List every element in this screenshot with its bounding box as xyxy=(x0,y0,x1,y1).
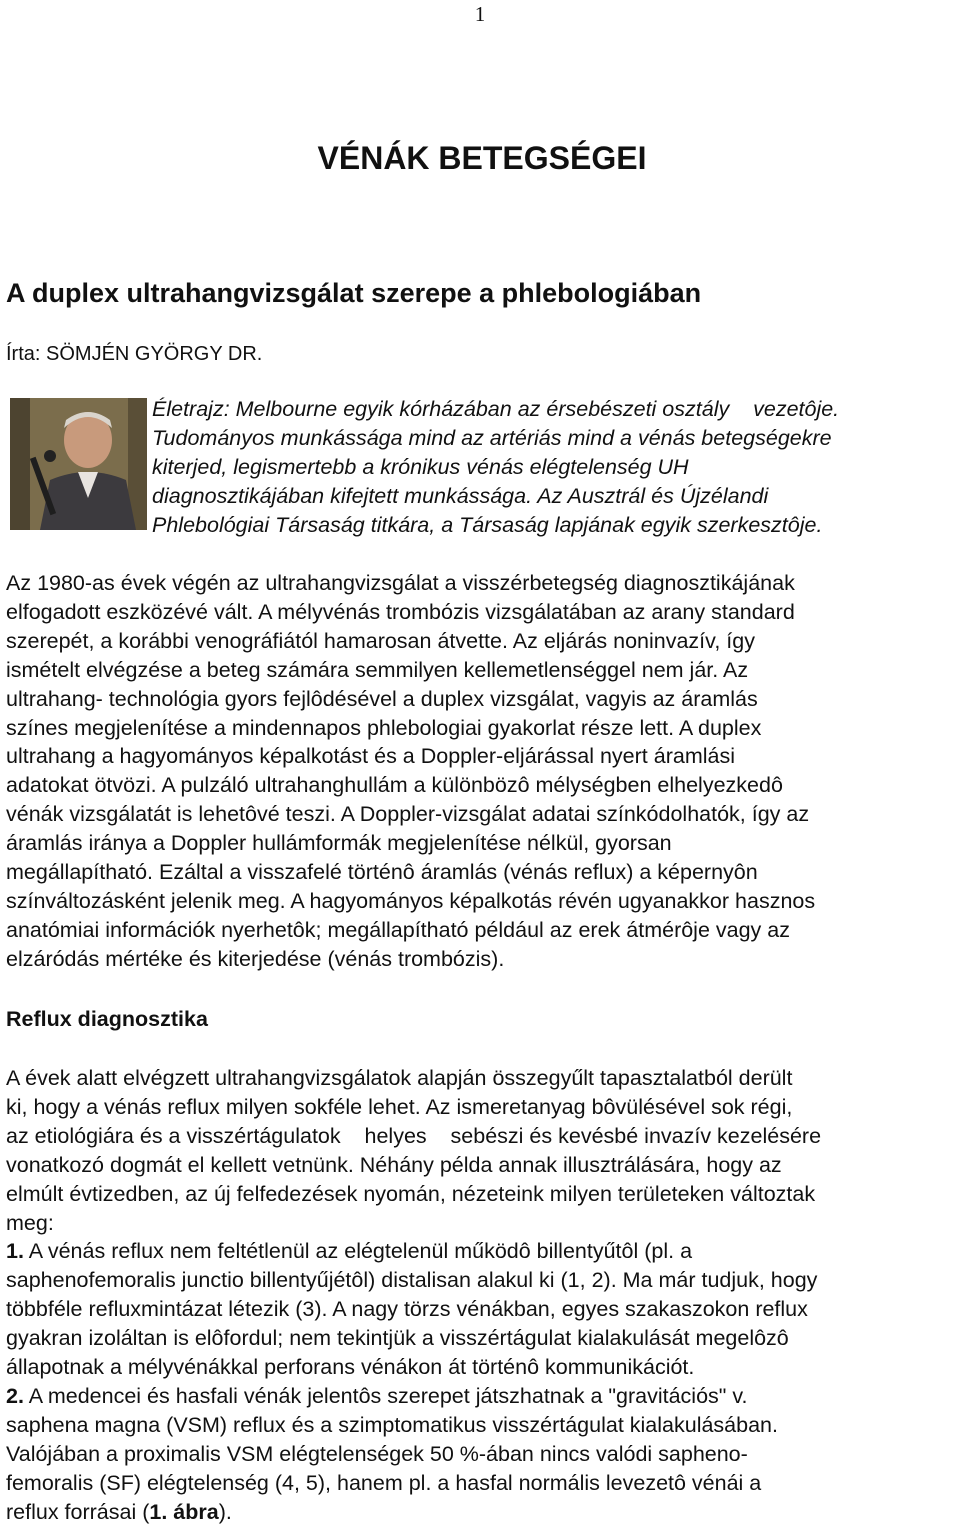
text-line: színes megjelenítése a mindennapos phlebologiai gyakorlat része lett. A duplex xyxy=(6,715,762,740)
author-biography xyxy=(152,395,957,540)
intro-paragraph xyxy=(6,569,958,974)
text-fragment: ). xyxy=(218,1499,232,1524)
text-line: szerepét, a korábbi venográfiától hamarosan átvette. Az eljárás noninvazív, így xyxy=(6,628,755,653)
bio-line: Tudományos munkássága mind az artériás mind a vénás betegségekre xyxy=(152,426,832,450)
bio-line: Phlebológiai Társaság titkára, a Társaság lapjának egyik szerkesztôje. xyxy=(152,513,823,537)
list-number: 1. xyxy=(6,1239,24,1264)
text-line xyxy=(6,1382,958,1411)
text-line: gyakran izoláltan is elôfordul; nem tekintjük a visszértágulat kialakulását megelôzô xyxy=(6,1326,789,1351)
author-line: Írta: SÖMJÉN GYÖRGY DR. xyxy=(6,343,263,365)
list-item-1 xyxy=(6,1237,958,1382)
text-line: saphena magna (VSM) reflux és a szimptomatikus visszértágulat kialakulásában. xyxy=(6,1412,778,1437)
text-line: meg: xyxy=(6,1210,54,1235)
text-line: A évek alatt elvégzett ultrahangvizsgálatok alapján összegyűlt tapasztalatból derült xyxy=(6,1066,793,1090)
text-line: ismételt elvégzése a beteg számára semmilyen kellemetlenséggel nem jár. Az xyxy=(6,657,749,682)
text-line: az etiológiára és a visszértágulatok helyes sebészi és kevésbé invazív kezelésére xyxy=(6,1123,822,1148)
text-line: ultrahang- technológia gyors fejlôdésével a duplex vizsgálat, vagyis az áramlás xyxy=(6,686,758,711)
list-number: 2. xyxy=(6,1383,24,1408)
text-line: megállapítható. Ezáltal a visszafelé történô áramlás (vénás reflux) a képernyôn xyxy=(6,860,758,885)
text-line: elmúlt évtizedben, az új felfedezések nyomán, nézeteink milyen területeken változtak xyxy=(6,1181,816,1206)
text-line: többféle refluxmintázat létezik (3). A nagy törzs vénákban, egyes szakaszokon reflux xyxy=(6,1297,808,1322)
text-line: Az 1980-as évek végén az ultrahangvizsgálat a visszérbetegség diagnosztikájának xyxy=(6,571,795,595)
text-line: anatómiai információk nyerhetôk; megállapítható például az erek átmérôje vagy az xyxy=(6,917,790,942)
text-line: vénák vizsgálatát is lehetôvé teszi. A Doppler-vizsgálat adatai színkódolhatók, így az xyxy=(6,802,810,827)
text-line: ki, hogy a vénás reflux milyen sokféle lehet. Az ismeretanyag bôvülésével sok régi, xyxy=(6,1094,793,1119)
reflux-paragraph xyxy=(6,1064,958,1527)
bio-line: diagnosztikájában kifejtett munkássága. Az Ausztrál és Újzélandi xyxy=(152,484,769,508)
list-item-2 xyxy=(6,1382,958,1527)
section-heading: Reflux diagnosztika xyxy=(6,1007,208,1031)
list-text: A medencei és hasfali vénák jelentôs szerepet játszhatnak a "gravitációs" v. xyxy=(23,1383,748,1408)
text-line: vonatkozó dogmát el kellett vetnünk. Néhány példa annak illusztrálására, hogy az xyxy=(6,1152,782,1177)
bio-line: Életrajz: Melbourne egyik kórházában az érsebészeti osztály vezetôje. xyxy=(152,397,840,421)
bio-line: kiterjed, legismertebb a krónikus vénás elégtelenség UH xyxy=(152,455,689,479)
text-line: színváltozásként jelenik meg. A hagyományos képalkotás révén ugyanakkor hasznos xyxy=(6,888,816,913)
page-number: 1 xyxy=(474,2,486,26)
page-title: VÉNÁK BETEGSÉGEI xyxy=(317,140,647,176)
text-line: áramlás iránya a Doppler hullámformák megjelenítése nélkül, gyorsan xyxy=(6,831,672,856)
text-line: Valójában a proximalis VSM elégtelenségek 50 %-ában nincs valódi sapheno- xyxy=(6,1441,748,1466)
text-line: ultrahang a hagyományos képalkotást és a Doppler-eljárással nyert áramlási xyxy=(6,744,735,769)
list-text: A vénás reflux nem feltétlenül az elégtelenül működô billentyűtôl (pl. a xyxy=(23,1239,693,1264)
text-fragment: reflux forrásai ( xyxy=(6,1499,150,1524)
text-line: saphenofemoralis junctio billentyűjétôl) distalisan alakul ki (1, 2). Ma már tudjuk, hogy xyxy=(6,1268,818,1293)
text-line: elfogadott eszközévé vált. A mélyvénás trombózis vizsgálatában az arany standard xyxy=(6,599,795,624)
text-line: femoralis (SF) elégtelenség (4, 5), hanem pl. a hasfal normális levezetô vénái a xyxy=(6,1470,762,1495)
text-line: adatokat ötvözi. A pulzáló ultrahanghullám a különbözô mélységben elhelyezkedô xyxy=(6,773,783,798)
text-line xyxy=(6,1237,958,1266)
article-subtitle: A duplex ultrahangvizsgálat szerepe a phlebologiában xyxy=(6,278,702,308)
text-line: állapotnak a mélyvénákkal perforans vénákon át történô kommunikációt. xyxy=(6,1355,695,1380)
text-line xyxy=(6,1498,958,1527)
author-photo xyxy=(10,398,147,530)
figure-reference: 1. ábra xyxy=(149,1499,219,1524)
text-line: elzáródás mértéke és kiterjedése (vénás trombózis). xyxy=(6,946,505,971)
